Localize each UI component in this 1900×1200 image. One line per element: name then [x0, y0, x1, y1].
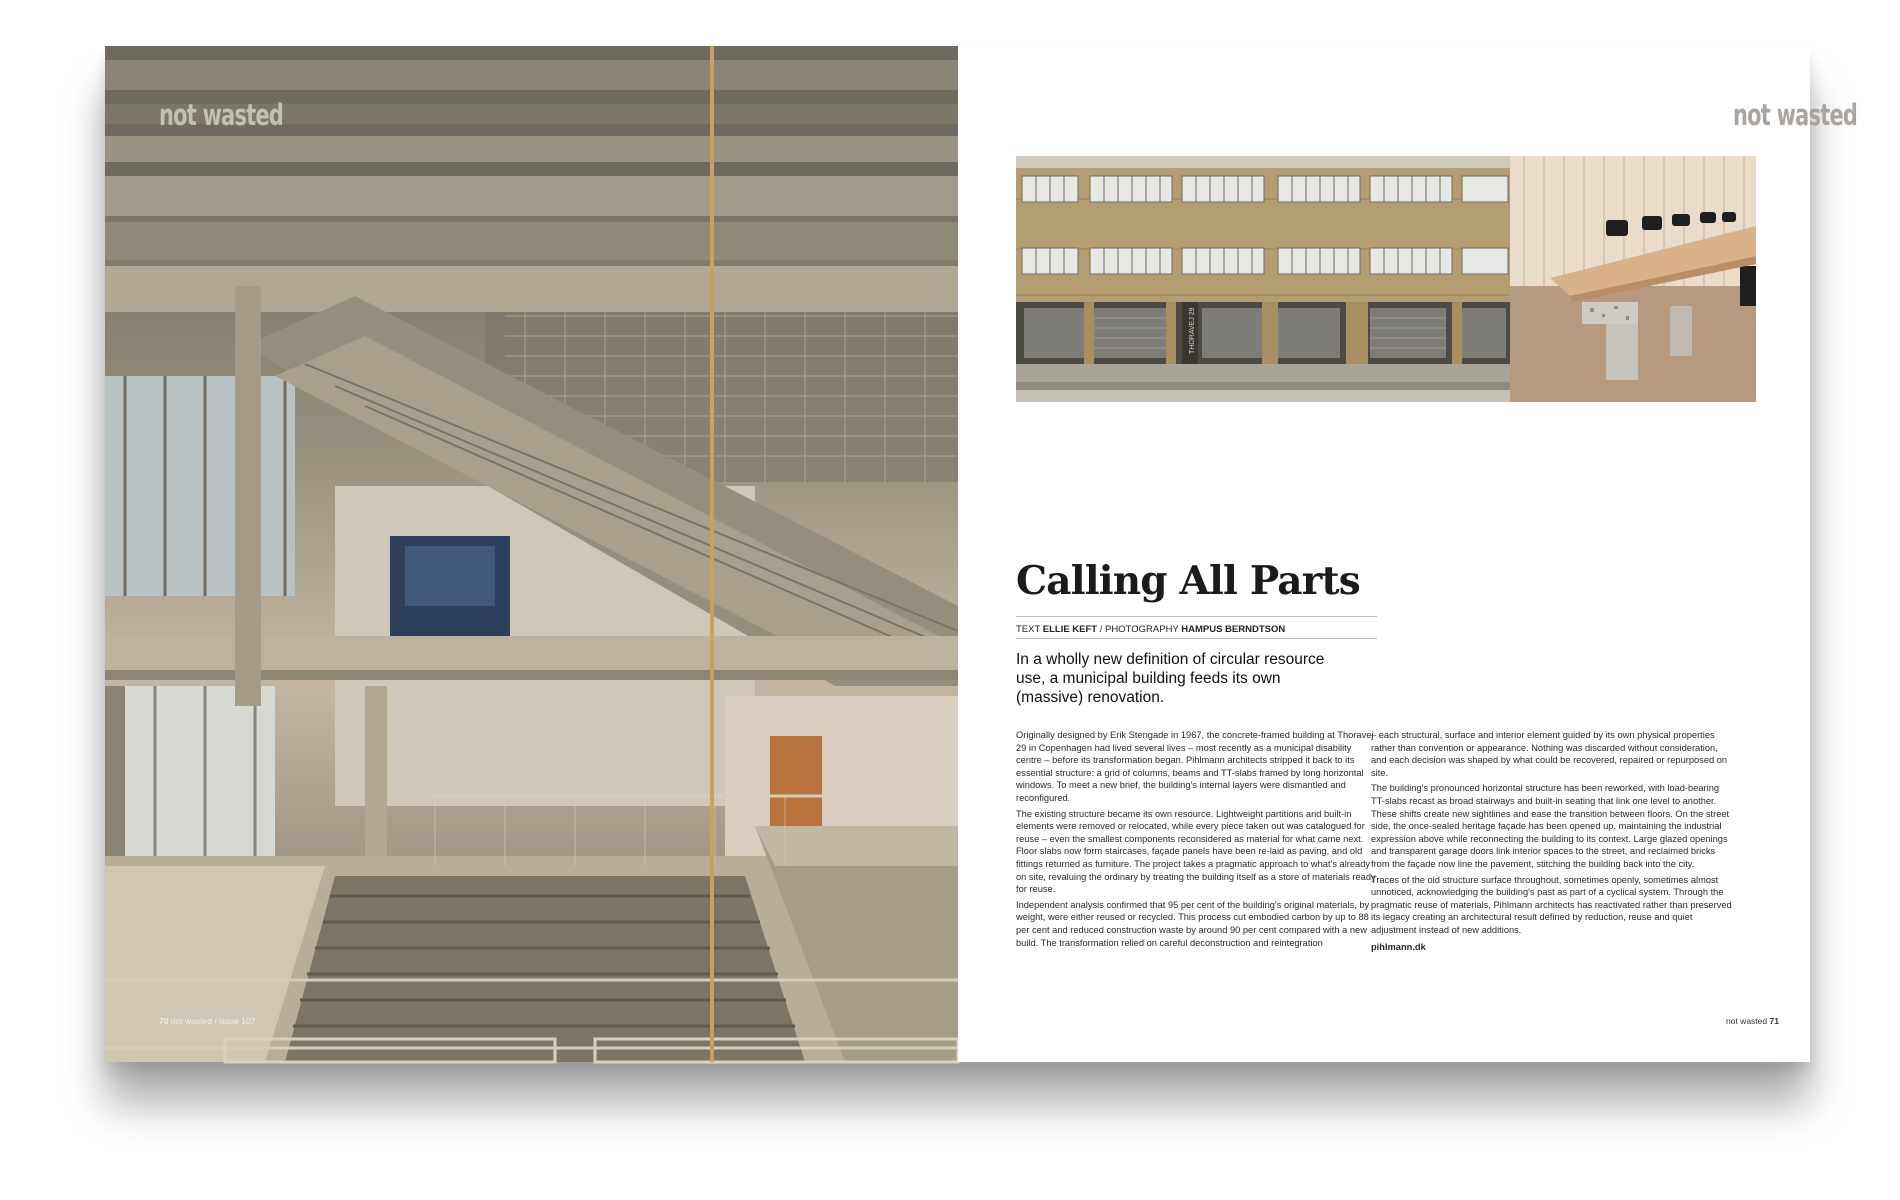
- article-standfirst: In a wholly new definition of circular resource use, a municipal building feeds its own (massive) renovation.: [1016, 651, 1325, 706]
- body-paragraph: Originally designed by Erik Stengade in 1967, the concrete-framed building at Thoravej 29 in Copenhagen had lived several lives – most recently as a municipal disability centre – before its transformation began. Pihlmann architects stripped it back to its essential structure: a grid of columns, beams and TT-slabs framed by long horizontal windows. To meet a new brief, the building's internal layers were dismantled and reconfigured.: [1016, 730, 1374, 803]
- table-photo: [1510, 156, 1756, 402]
- credit-author: ELLIE KEFT: [1042, 624, 1098, 635]
- body-column-2: [1371, 729, 1733, 953]
- left-kicker: not wasted: [159, 98, 284, 132]
- body-paragraph: Traces of the old structure surface throughout, sometimes openly, sometimes almost unnoticed, acknowledging the building's past as part of a cyclical system. Through the pragmatic reuse of materials, Pihlmann architects has reactivated rather than preserved its legacy creating an architectural result defined by reduction, reuse and quiet adjustment instead of new additions.: [1371, 874, 1732, 935]
- magazine-spread: [105, 46, 1858, 1062]
- right-folio: [1726, 1016, 1779, 1026]
- vertical-pole: [710, 46, 714, 1062]
- credit-photographer: HAMPUS BERNDTSON: [1181, 624, 1286, 635]
- interior-photo: [105, 46, 958, 1062]
- body-paragraph: The building's pronounced horizontal structure has been reworked, with load-bearing TT-slabs recast as broad stairways and built-in seating that link one level to another. These shifts create new sightlines and ease the transition between floors. On the street side, the once-sealed heritage façade has been opened up, maintaining the industrial expression above while reconnecting the building to its context. Large glazed openings and transparent garage doors link interior spaces to the street, and reclaimed bricks from the façade now line the pavement, stitching the building back into the city.: [1371, 783, 1730, 869]
- architect-url-link[interactable]: pihlmann.dk: [1371, 941, 1426, 952]
- right-folio-text: not wasted: [1726, 1016, 1768, 1026]
- headline-rule-bottom: [1016, 638, 1377, 639]
- left-folio: [159, 1016, 255, 1026]
- credit-separator: /: [1099, 624, 1103, 635]
- right-kicker: not wasted: [1733, 98, 1858, 132]
- body-column-1: [1016, 729, 1378, 952]
- article-credits: [1016, 624, 1285, 635]
- body-paragraph: Independent analysis confirmed that 95 per cent of the building's original materials, by weight, were either reused or recycled. This process cut embodied carbon by up to 88 per cent and reduced construction waste by around 90 per cent compared with a new build. The transformation relied on careful deconstruction and reintegration: [1016, 899, 1370, 948]
- building-sign: THORAVEJ 29: [1189, 307, 1196, 354]
- credit-photo-label: PHOTOGRAPHY: [1105, 624, 1179, 635]
- left-page: [105, 46, 958, 1062]
- headline-rule-top: [1016, 616, 1377, 617]
- right-page: [958, 46, 1858, 1062]
- credit-text-label: TEXT: [1016, 624, 1041, 635]
- right-folio-number: 71: [1769, 1016, 1779, 1026]
- facade-photo: [1016, 156, 1510, 402]
- left-folio-text: not wasted / issue 107: [170, 1016, 256, 1026]
- body-paragraph: The existing structure became its own resource. Lightweight partitions and built-in elements were removed or relocated, while every piece taken out was catalogued for reuse – even the smallest components reconsidered as material for what came next. Floor slabs now form staircases, façade panels have been re-laid as paving, and old fittings returned as furniture. The project takes a pragmatic approach to what's already on site, revaluing the ordinary by treating the building itself as a store of materials ready for reuse.: [1016, 808, 1376, 895]
- body-paragraph: – each structural, surface and interior element guided by its own physical properties rather than convention or appearance. Nothing was discarded without consideration, and each decision was shaped by what could be recovered, repaired or repurposed on site.: [1371, 730, 1728, 778]
- article-headline: Calling All Parts: [1016, 558, 1360, 604]
- left-folio-number: 70: [159, 1016, 169, 1026]
